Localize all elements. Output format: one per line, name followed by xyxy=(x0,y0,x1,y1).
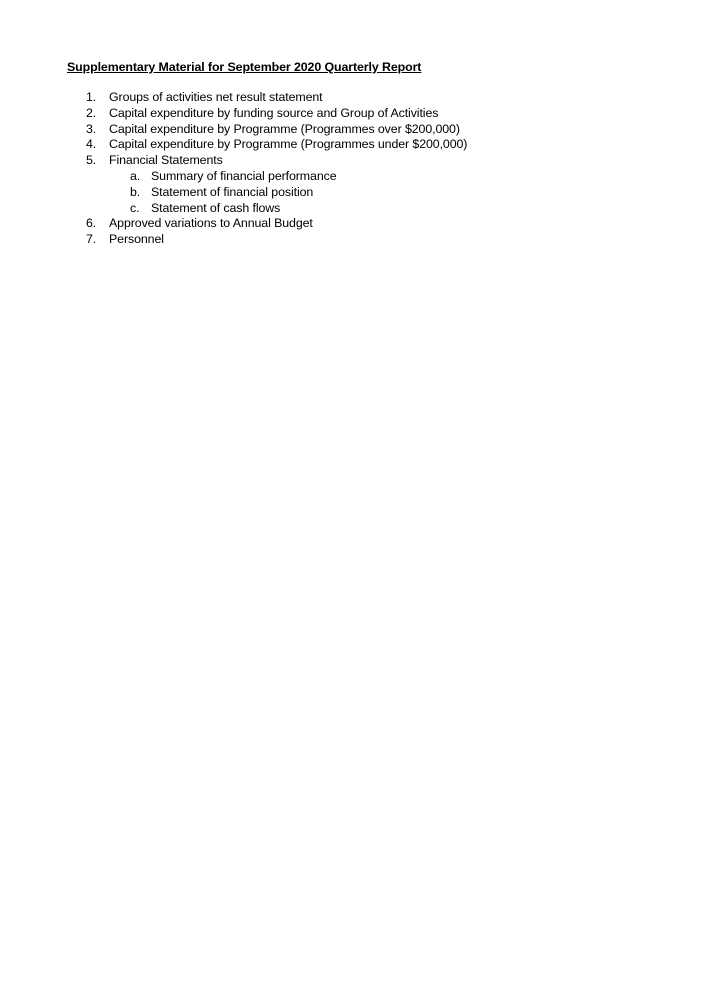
item-text: Personnel xyxy=(109,232,164,247)
sub-item-letter: c. xyxy=(130,200,140,215)
item-text: Approved variations to Annual Budget xyxy=(109,216,313,231)
item-number: 5. xyxy=(86,153,97,168)
item-text: Capital expenditure by Programme (Programmes over $200,000) xyxy=(109,121,460,136)
sub-item-letter: b. xyxy=(130,184,141,199)
sub-item-text: Summary of financial performance xyxy=(151,168,337,183)
sub-item-text: Statement of financial position xyxy=(151,184,314,199)
item-number: 2. xyxy=(86,105,97,120)
item-text: Financial Statements xyxy=(109,153,223,168)
item-text: Capital expenditure by Programme (Programmes under $200,000) xyxy=(109,137,468,152)
item-text: Capital expenditure by funding source and Group of Activities xyxy=(109,105,439,120)
sub-item-letter: a. xyxy=(130,168,141,183)
item-number: 3. xyxy=(86,121,97,136)
item-text: Groups of activities net result statement xyxy=(109,90,323,104)
item-number: 7. xyxy=(86,232,97,247)
item-number: 4. xyxy=(86,137,97,152)
item-number: 6. xyxy=(86,216,97,231)
sub-item-text: Statement of cash flows xyxy=(151,200,281,215)
item-number: 1. xyxy=(86,90,97,104)
document-title: Supplementary Material for September 2020 Quarterly Report xyxy=(67,60,422,74)
